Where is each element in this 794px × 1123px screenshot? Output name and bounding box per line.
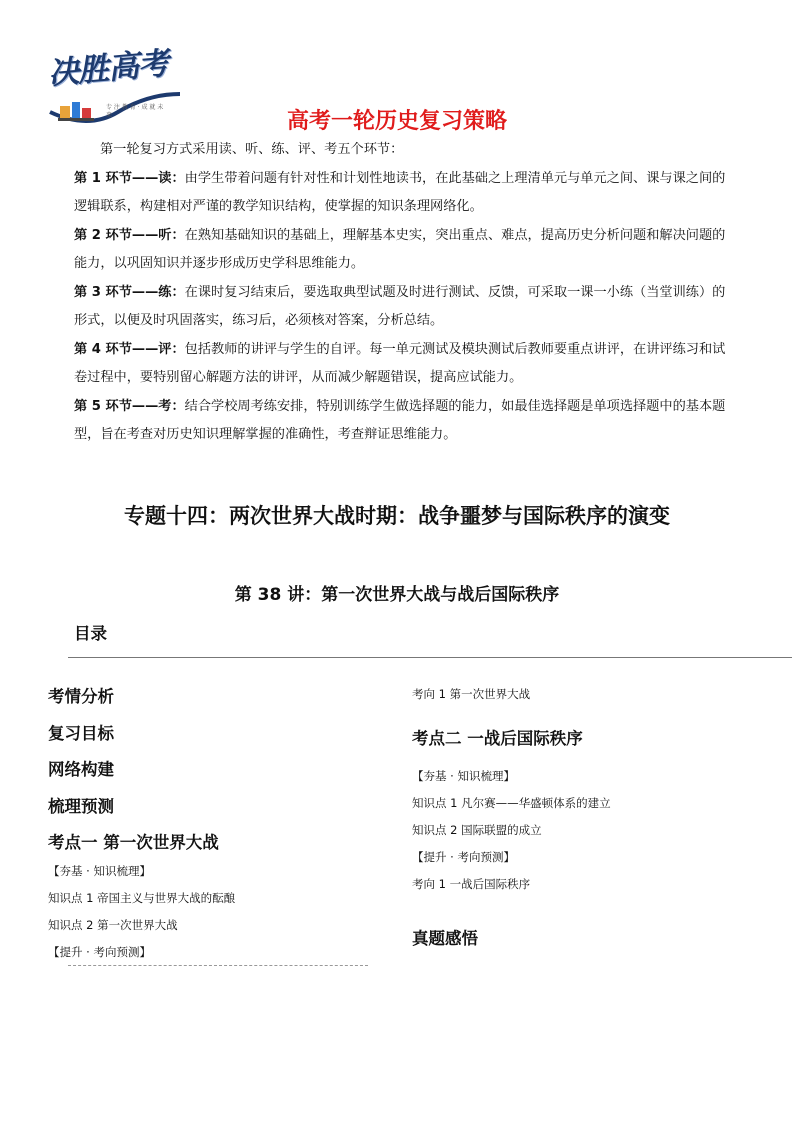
- intro-step: [74, 222, 734, 279]
- toc-subitem[interactable]: 考向 1 第一次世界大战: [412, 687, 531, 701]
- toc-subitem[interactable]: 知识点 1 帝国主义与世界大战的酝酿: [48, 891, 236, 905]
- step-label: 第 4 环节——评：: [74, 341, 185, 357]
- intro-step: [74, 393, 734, 450]
- toc-heading[interactable]: 考情分析: [48, 687, 114, 706]
- toc-divider: [68, 657, 792, 658]
- toc-heading[interactable]: 考点二 一战后国际秩序: [412, 729, 583, 748]
- logo-subtext: 专 注 教 育 · 成 就 未 来: [106, 104, 164, 119]
- logo-text: 决胜高考: [46, 45, 170, 92]
- toc-heading[interactable]: 复习目标: [48, 723, 114, 743]
- intro-step: [74, 279, 734, 336]
- toc-subitem[interactable]: 【提升 · 考向预测】: [48, 945, 151, 959]
- intro-step: [74, 336, 734, 393]
- topic-title: 专题十四：两次世界大战时期：战争噩梦与国际秩序的演变: [124, 504, 670, 528]
- step-label: 第 5 环节——考：: [74, 398, 185, 414]
- toc-left-column: [48, 684, 378, 969]
- toc-subitem[interactable]: 【夯基 · 知识梳理】: [412, 769, 515, 783]
- intro-step: [74, 165, 734, 222]
- toc-subitem[interactable]: 【夯基 · 知识梳理】: [48, 864, 151, 878]
- step-text: 包括教师的讲评与学生的自评。每一单元测试及模块测试后教师要重点讲评，在讲评练习和试卷过程中，要特别留心解题方法的讲评，从而减少解题错误，提高应试能力。: [74, 341, 726, 385]
- toc-subitem[interactable]: 考向 1 一战后国际秩序: [412, 877, 531, 891]
- intro-lead: 第一轮复习方式采用读、听、练、评、考五个环节：: [100, 142, 404, 157]
- step-label: 第 2 环节——听：: [74, 227, 185, 243]
- brand-logo: [48, 44, 183, 134]
- step-text: 结合学校周考练安排，特别训练学生做选择题的能力，如最佳选择题是单项选择题中的基本题型，旨在考查对历史知识理解掌握的准确性，考查辩证思维能力。: [74, 398, 726, 442]
- toc-heading[interactable]: 考点一 第一次世界大战: [48, 833, 219, 852]
- step-label: 第 1 环节——读：: [74, 170, 185, 186]
- intro-section: [74, 136, 734, 450]
- step-text: 在课时复习结束后，要选取典型试题及时进行测试、反馈，可采取一课一小练（当堂训练）的形式，以便及时巩固落实，练习后，必须核对答案，分析总结。: [74, 284, 726, 328]
- step-text: 由学生带着问题有针对性和计划性地读书，在此基础之上理清单元与单元之间、课与课之间的逻辑联系，构建相对严谨的教学知识结构，使掌握的知识条理网络化。: [74, 170, 726, 214]
- toc-subitem[interactable]: 知识点 2 国际联盟的成立: [412, 823, 542, 837]
- toc-right-column: [412, 684, 782, 956]
- toc-subitem[interactable]: 知识点 2 第一次世界大战: [48, 918, 178, 932]
- lecture-title: 第 38 讲：第一次世界大战与战后国际秩序: [234, 585, 560, 605]
- toc-heading[interactable]: 梳理预测: [48, 796, 114, 816]
- toc-subitem[interactable]: 知识点 1 凡尔赛——华盛顿体系的建立: [412, 796, 611, 810]
- step-text: 在熟知基础知识的基础上，理解基本史实，突出重点、难点，提高历史分析问题和解决问题的能力，以巩固知识并逐步形成历史学科思维能力。: [74, 227, 726, 271]
- toc-title: 目录: [74, 624, 107, 643]
- toc-bottom-divider: [68, 965, 368, 966]
- toc-subitem[interactable]: 【提升 · 考向预测】: [412, 850, 515, 864]
- toc-heading[interactable]: 真题感悟: [412, 929, 478, 948]
- toc-heading[interactable]: 网络构建: [48, 760, 114, 779]
- step-label: 第 3 环节——练：: [74, 284, 185, 300]
- page-title: 高考一轮历史复习策略: [286, 109, 507, 134]
